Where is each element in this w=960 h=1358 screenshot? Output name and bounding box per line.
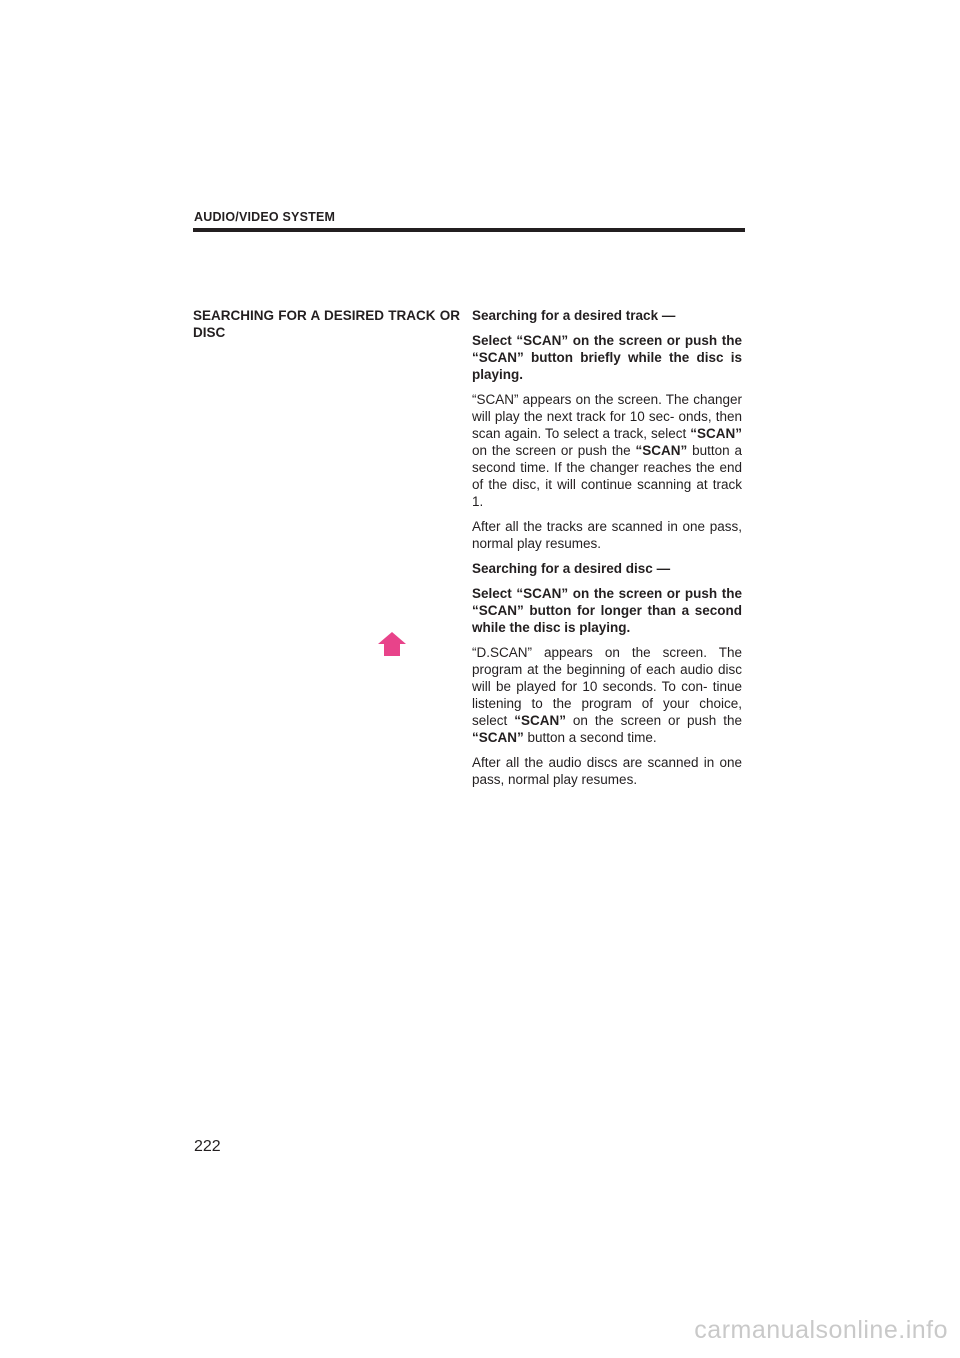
track-body-3: button a second time. If the changer reaches the end of the disc, it will continue scanning at track 1. — [472, 443, 743, 509]
up-arrow-shape — [378, 632, 406, 656]
scan-term: “SCAN” — [472, 730, 524, 745]
disc-instruction: Select “SCAN” on the screen or push the “SCAN” button for longer than a second while the disc is playing. — [472, 586, 742, 635]
disc-after: After all the audio discs are scanned in one pass, normal play resumes. — [472, 755, 742, 787]
track-body-2: on the screen or push the — [472, 443, 636, 458]
disc-body-3: button a second time. — [523, 730, 657, 745]
watermark: carmanualsonline.info — [694, 1316, 948, 1344]
up-arrow-icon — [378, 632, 406, 656]
scan-term: “SCAN” — [690, 426, 742, 441]
track-after: After all the tracks are scanned in one pass, normal play resumes. — [472, 519, 742, 551]
track-body-1: “SCAN” appears on the screen. The changer will play the next track for 10 sec- onds, then scan again. To select a track, select — [472, 392, 742, 441]
track-description — [472, 391, 742, 510]
section-heading: SEARCHING FOR A DESIRED TRACK OR DISC — [193, 308, 460, 340]
track-instruction: Select “SCAN” on the screen or push the “SCAN” button briefly while the disc is playing. — [472, 333, 742, 382]
running-header: AUDIO/VIDEO SYSTEM — [194, 210, 336, 224]
disc-body-1: “D.SCAN” appears on the screen. The program at the beginning of each audio disc will be played for 10 seconds. To con- tinue listening to the program of your choice, select — [472, 645, 742, 728]
track-subheading: Searching for a desired track — — [472, 308, 676, 323]
scan-term: “SCAN” — [635, 443, 688, 458]
page-number: 222 — [194, 1138, 221, 1155]
disc-description — [472, 644, 742, 746]
scan-term: “SCAN” — [514, 713, 566, 728]
body-column — [472, 307, 742, 796]
header-rule — [193, 228, 745, 232]
disc-subheading: Searching for a desired disc — — [472, 561, 671, 576]
disc-body-2: on the screen or push the — [565, 713, 742, 728]
